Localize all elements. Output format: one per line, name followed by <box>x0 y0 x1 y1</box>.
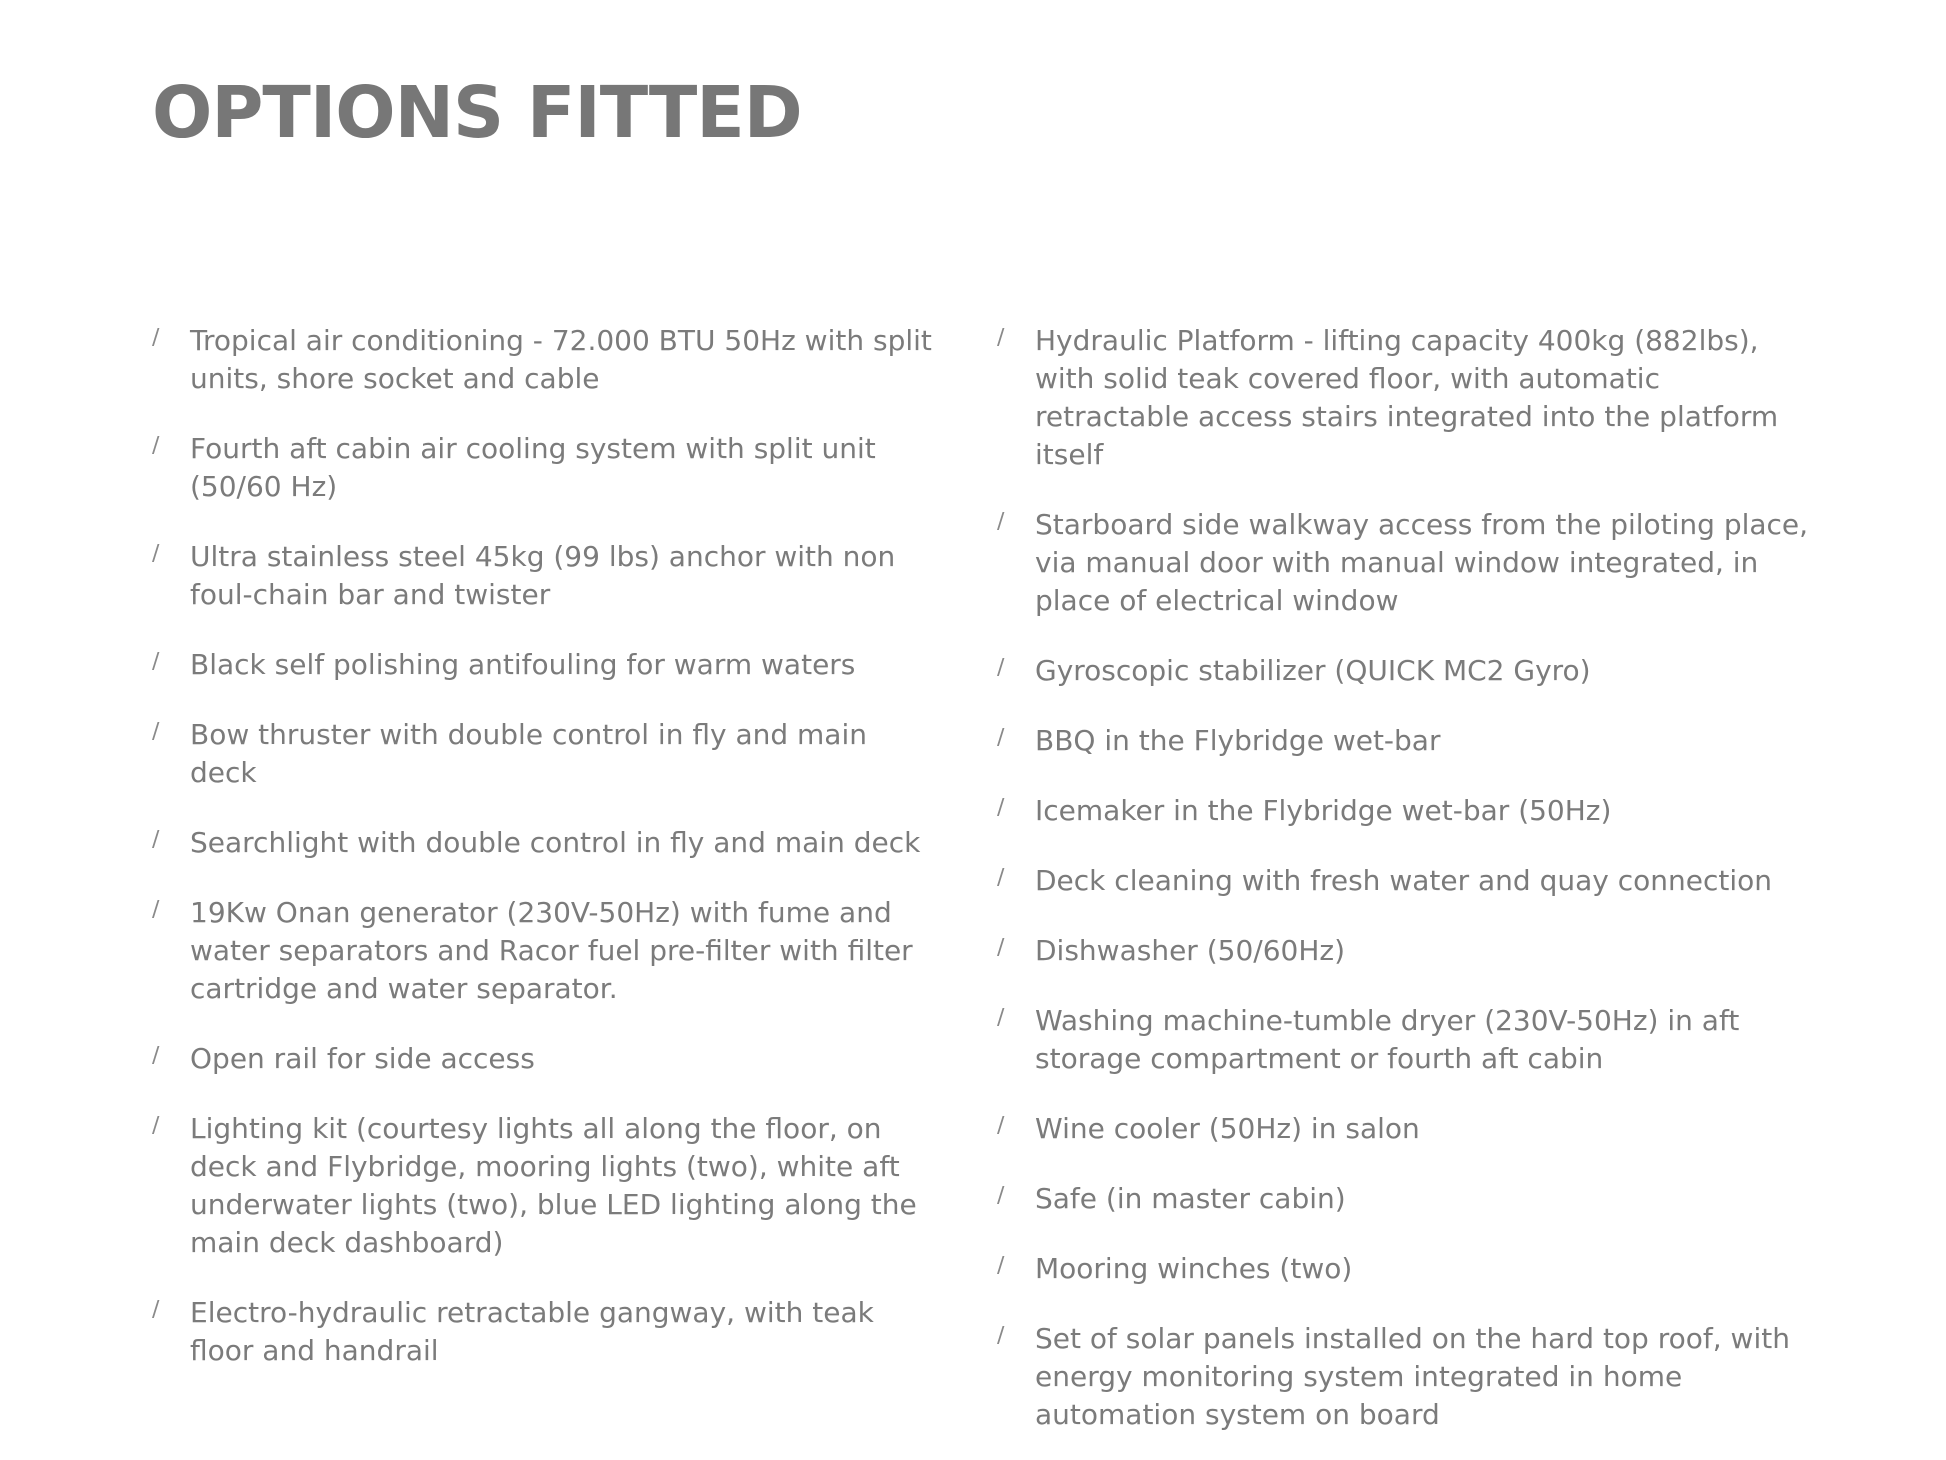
list-item <box>152 430 932 506</box>
list-item <box>997 722 1817 760</box>
list-item <box>152 824 932 862</box>
option-text: Open rail for side access <box>190 1042 535 1075</box>
list-item <box>152 538 932 614</box>
slash-bullet-icon: ∕ <box>152 433 160 458</box>
slash-bullet-icon: ∕ <box>152 1297 160 1322</box>
list-item <box>152 716 932 792</box>
option-text: Black self polishing antifouling for warm waters <box>190 648 856 681</box>
list-item <box>152 894 932 1008</box>
list-item <box>997 1002 1817 1078</box>
slash-bullet-icon: ∕ <box>997 725 1005 750</box>
list-item <box>152 1040 932 1078</box>
list-item <box>997 652 1817 690</box>
list-item <box>997 932 1817 970</box>
slash-bullet-icon: ∕ <box>152 719 160 744</box>
slash-bullet-icon: ∕ <box>152 649 160 674</box>
list-item <box>152 646 932 684</box>
slash-bullet-icon: ∕ <box>152 827 160 852</box>
option-text: Safe (in master cabin) <box>1035 1182 1346 1215</box>
slash-bullet-icon: ∕ <box>997 935 1005 960</box>
list-item <box>997 1110 1817 1148</box>
page-title: OPTIONS FITTED <box>152 71 802 154</box>
option-text: Deck cleaning with fresh water and quay connection <box>1035 864 1772 897</box>
option-text: Bow thruster with double control in fly and main deck <box>190 718 867 789</box>
slash-bullet-icon: ∕ <box>152 541 160 566</box>
slash-bullet-icon: ∕ <box>997 655 1005 680</box>
list-item <box>997 506 1817 620</box>
option-text: Lighting kit (courtesy lights all along the floor, on deck and Flybridge, mooring lights (two), white aft underwater lights (two), blue LED lighting along the main deck dashboard) <box>190 1112 917 1259</box>
option-text: Icemaker in the Flybridge wet-bar (50Hz) <box>1035 794 1612 827</box>
list-item <box>152 322 932 398</box>
options-list-right <box>997 322 1817 1460</box>
option-text: Tropical air conditioning - 72.000 BTU 50Hz with split units, shore socket and cable <box>190 324 932 395</box>
slash-bullet-icon: ∕ <box>997 1323 1005 1348</box>
option-text: Gyroscopic stabilizer (QUICK MC2 Gyro) <box>1035 654 1591 687</box>
option-text: Starboard side walkway access from the piloting place, via manual door with manual window integrated, in place of electrical window <box>1035 508 1809 617</box>
option-text: Washing machine-tumble dryer (230V-50Hz) in aft storage compartment or fourth aft cabin <box>1035 1004 1740 1075</box>
slash-bullet-icon: ∕ <box>997 865 1005 890</box>
option-text: Fourth aft cabin air cooling system with split unit (50/60 Hz) <box>190 432 876 503</box>
options-list-left <box>152 322 932 1402</box>
slash-bullet-icon: ∕ <box>152 1043 160 1068</box>
slash-bullet-icon: ∕ <box>997 1253 1005 1278</box>
slash-bullet-icon: ∕ <box>997 1183 1005 1208</box>
option-text: Mooring winches (two) <box>1035 1252 1353 1285</box>
option-text: Searchlight with double control in fly and main deck <box>190 826 921 859</box>
slash-bullet-icon: ∕ <box>997 795 1005 820</box>
option-text: BBQ in the Flybridge wet-bar <box>1035 724 1441 757</box>
list-item <box>152 1294 932 1370</box>
list-item <box>152 1110 932 1262</box>
slash-bullet-icon: ∕ <box>997 1113 1005 1138</box>
option-text: Dishwasher (50/60Hz) <box>1035 934 1345 967</box>
slash-bullet-icon: ∕ <box>152 897 160 922</box>
list-item <box>997 1180 1817 1218</box>
list-item <box>997 792 1817 830</box>
list-item <box>997 862 1817 900</box>
slash-bullet-icon: ∕ <box>997 325 1005 350</box>
option-text: Set of solar panels installed on the hard top roof, with energy monitoring system integrated in home automation system on board <box>1035 1322 1790 1431</box>
option-text: Electro-hydraulic retractable gangway, with teak floor and handrail <box>190 1296 874 1367</box>
list-item <box>997 1250 1817 1288</box>
slash-bullet-icon: ∕ <box>152 325 160 350</box>
list-item <box>997 1320 1817 1434</box>
option-text: Wine cooler (50Hz) in salon <box>1035 1112 1420 1145</box>
slash-bullet-icon: ∕ <box>997 1005 1005 1030</box>
option-text: Ultra stainless steel 45kg (99 lbs) anchor with non foul-chain bar and twister <box>190 540 896 611</box>
slash-bullet-icon: ∕ <box>997 509 1005 534</box>
list-item <box>997 322 1817 474</box>
slash-bullet-icon: ∕ <box>152 1113 160 1138</box>
option-text: 19Kw Onan generator (230V-50Hz) with fume and water separators and Racor fuel pre-filter with filter cartridge and water separator. <box>190 896 913 1005</box>
option-text: Hydraulic Platform - lifting capacity 400kg (882lbs), with solid teak covered floor, with automatic retractable access stairs integrated into the platform itself <box>1035 324 1779 471</box>
